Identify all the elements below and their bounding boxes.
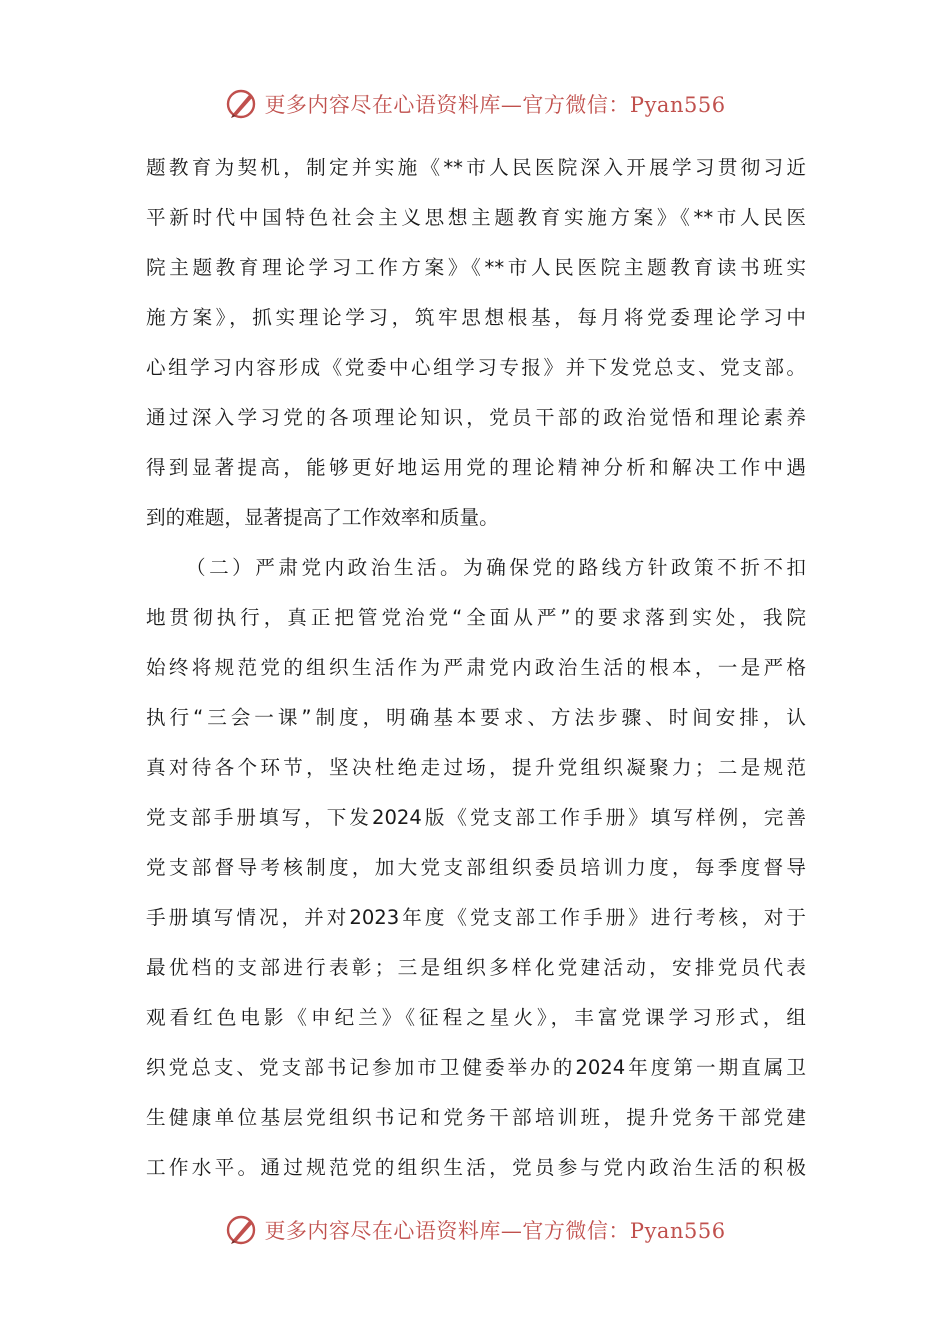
text-line: 手册填写情况，并对2023年度《党支部工作手册》进行考核，对于 [146, 906, 806, 929]
watermark-text: 更多内容尽在心语资料库—官方微信：Pyan556 [264, 1219, 726, 1243]
text-line: 平新时代中国特色社会主义思想主题教育实施方案》《**市人民医 [146, 206, 806, 229]
text-line: 真对待各个环节，坚决杜绝走过场，提升党组织凝聚力；二是规范 [146, 756, 806, 779]
pen-logo-icon [224, 87, 258, 121]
text-line: 始终将规范党的组织生活作为严肃党内政治生活的根本，一是严格 [146, 656, 806, 679]
document-body [146, 147, 806, 1197]
text-line: 得到显著提高，能够更好地运用党的理论精神分析和解决工作中遇 [146, 456, 806, 479]
text-line: 题教育为契机，制定并实施《**市人民医院深入开展学习贯彻习近 [146, 156, 806, 179]
text-line: 观看红色电影《申纪兰》《征程之星火》，丰富党课学习形式，组 [146, 1006, 806, 1029]
text-line: 地贯彻执行，真正把管党治党“全面从严”的要求落到实处，我院 [146, 606, 806, 629]
text-line: 工作水平。通过规范党的组织生活，党员参与党内政治生活的积极 [146, 1156, 806, 1179]
footer-watermark [0, 1210, 950, 1250]
text-line: 到的难题，显著提高了工作效率和质量。 [146, 506, 499, 529]
text-line: 执行“三会一课”制度，明确基本要求、方法步骤、时间安排，认 [146, 706, 806, 729]
text-line: 生健康单位基层党组织书记和党务干部培训班，提升党务干部党建 [146, 1106, 806, 1129]
text-line: 最优档的支部进行表彰；三是组织多样化党建活动，安排党员代表 [146, 956, 806, 979]
text-line: 通过深入学习党的各项理论知识，党员干部的政治觉悟和理论素养 [146, 406, 806, 429]
header-watermark [0, 84, 950, 124]
pen-logo-icon [224, 1213, 258, 1247]
section-heading-line: （二）严肃党内政治生活。为确保党的路线方针政策不折不扣 [186, 556, 806, 579]
text-line: 施方案》，抓实理论学习，筑牢思想根基，每月将党委理论学习中 [146, 306, 806, 329]
text-line: 党支部督导考核制度，加大党支部组织委员培训力度，每季度督导 [146, 856, 806, 879]
text-line: 党支部手册填写，下发2024版《党支部工作手册》填写样例，完善 [146, 806, 806, 829]
text-line: 院主题教育理论学习工作方案》《**市人民医院主题教育读书班实 [146, 256, 806, 279]
text-line: 织党总支、党支部书记参加市卫健委举办的2024年度第一期直属卫 [146, 1056, 806, 1079]
text-line: 心组学习内容形成《党委中心组学习专报》并下发党总支、党支部。 [146, 356, 806, 379]
watermark-text: 更多内容尽在心语资料库—官方微信：Pyan556 [264, 93, 726, 117]
